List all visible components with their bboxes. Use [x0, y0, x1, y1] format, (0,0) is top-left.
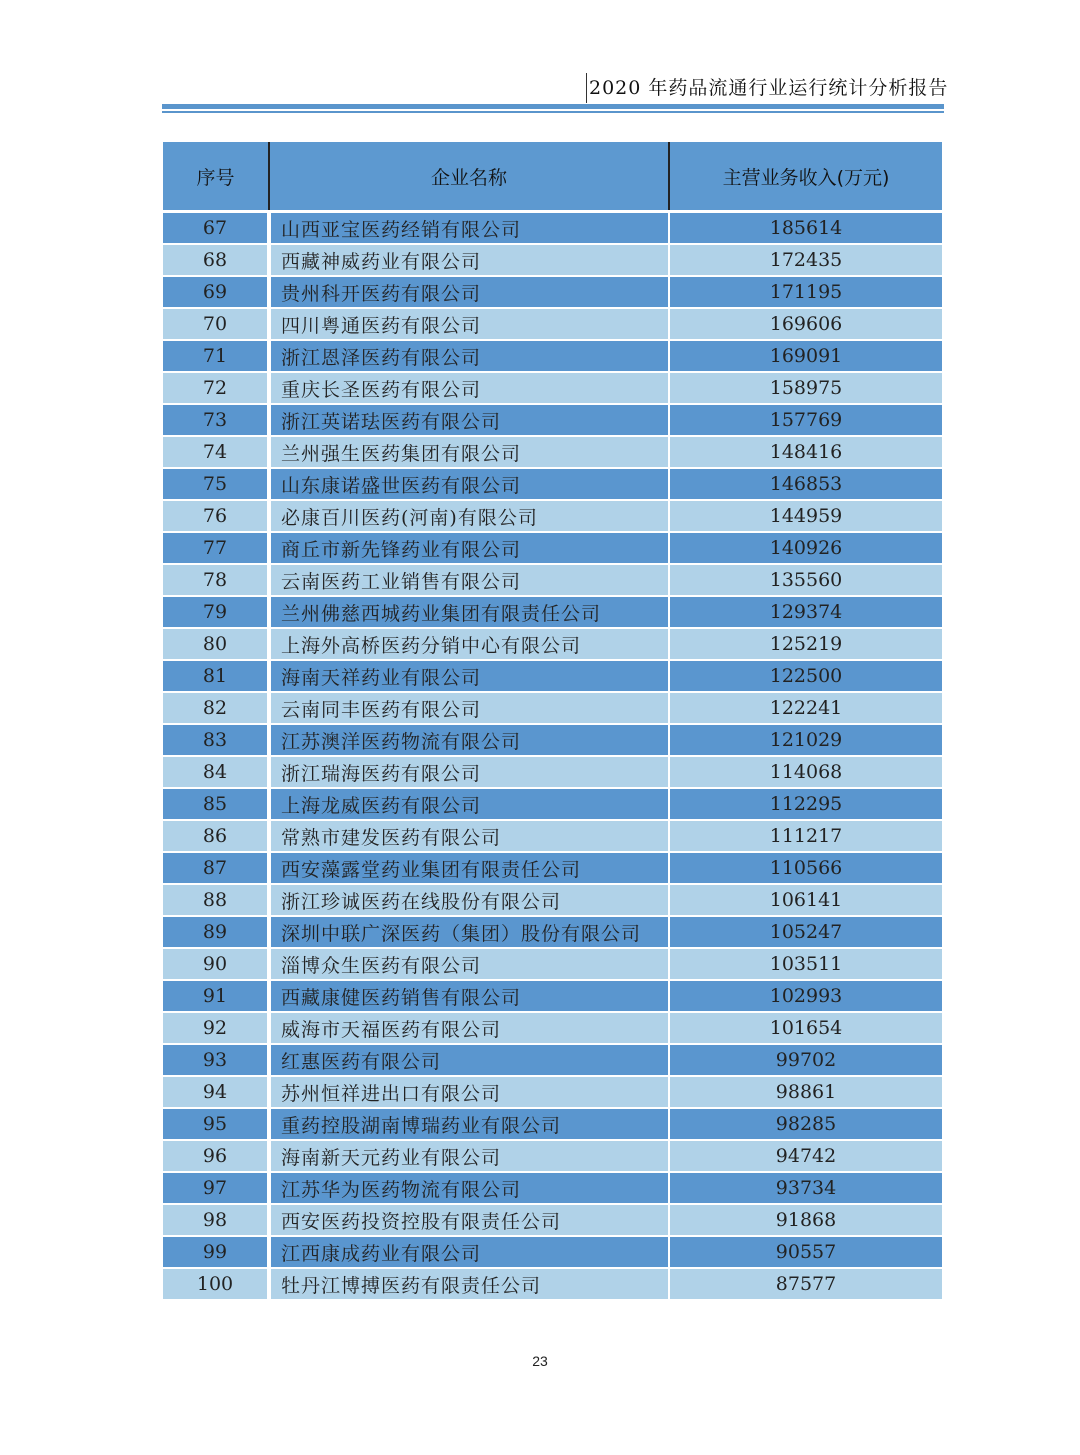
- revenue-value: 93734: [669, 1172, 942, 1204]
- revenue-value: 98285: [669, 1108, 942, 1140]
- row-number: 75: [163, 468, 269, 500]
- company-name: 西藏神威药业有限公司: [269, 244, 669, 276]
- company-name: 淄博众生医药有限公司: [269, 948, 669, 980]
- revenue-value: 112295: [669, 788, 942, 820]
- revenue-value: 172435: [669, 244, 942, 276]
- revenue-value: 94742: [669, 1140, 942, 1172]
- revenue-table: [163, 142, 942, 1301]
- table-header-row: [163, 142, 942, 212]
- revenue-value: 144959: [669, 500, 942, 532]
- row-number: 98: [163, 1204, 269, 1236]
- revenue-value: 91868: [669, 1204, 942, 1236]
- row-number: 99: [163, 1236, 269, 1268]
- table-body: [163, 212, 942, 1301]
- table-row: [163, 980, 942, 1012]
- row-number: 69: [163, 276, 269, 308]
- row-number: 90: [163, 948, 269, 980]
- table-row: [163, 1044, 942, 1076]
- row-number: 92: [163, 1012, 269, 1044]
- table-row: [163, 756, 942, 788]
- table-row: [163, 1108, 942, 1140]
- row-number: 74: [163, 436, 269, 468]
- table-row: [163, 1140, 942, 1172]
- company-name: 深圳中联广深医药（集团）股份有限公司: [269, 916, 669, 948]
- table-row: [163, 1076, 942, 1108]
- row-number: 86: [163, 820, 269, 852]
- company-name: 兰州强生医药集团有限公司: [269, 436, 669, 468]
- row-number: 91: [163, 980, 269, 1012]
- page-number: 23: [532, 1353, 548, 1369]
- company-name: 海南新天元药业有限公司: [269, 1140, 669, 1172]
- row-number: 67: [163, 212, 269, 245]
- company-name: 红惠医药有限公司: [269, 1044, 669, 1076]
- company-name: 西藏康健医药销售有限公司: [269, 980, 669, 1012]
- company-name: 江苏澳洋医药物流有限公司: [269, 724, 669, 756]
- revenue-value: 185614: [669, 212, 942, 245]
- revenue-value: 90557: [669, 1236, 942, 1268]
- table-row: [163, 1268, 942, 1300]
- row-number: 70: [163, 308, 269, 340]
- revenue-value: 171195: [669, 276, 942, 308]
- table-row: [163, 244, 942, 276]
- table-row: [163, 916, 942, 948]
- column-header-number: 序号: [163, 142, 269, 212]
- company-name: 江西康成药业有限公司: [269, 1236, 669, 1268]
- company-name: 山东康诺盛世医药有限公司: [269, 468, 669, 500]
- company-name: 云南医药工业销售有限公司: [269, 564, 669, 596]
- header-rule-thin: [162, 111, 944, 113]
- row-number: 93: [163, 1044, 269, 1076]
- revenue-value: 114068: [669, 756, 942, 788]
- revenue-value: 102993: [669, 980, 942, 1012]
- table-row: [163, 500, 942, 532]
- table-row: [163, 820, 942, 852]
- row-number: 72: [163, 372, 269, 404]
- row-number: 83: [163, 724, 269, 756]
- table-row: [163, 212, 942, 245]
- revenue-value: 146853: [669, 468, 942, 500]
- company-name: 浙江瑞海医药有限公司: [269, 756, 669, 788]
- company-name: 西安医药投资控股有限责任公司: [269, 1204, 669, 1236]
- row-number: 100: [163, 1268, 269, 1300]
- company-name: 西安藻露堂药业集团有限责任公司: [269, 852, 669, 884]
- company-name: 牡丹江博搏医药有限责任公司: [269, 1268, 669, 1300]
- table-row: [163, 1172, 942, 1204]
- table-row: [163, 340, 942, 372]
- company-name: 云南同丰医药有限公司: [269, 692, 669, 724]
- row-number: 89: [163, 916, 269, 948]
- company-name: 重庆长圣医药有限公司: [269, 372, 669, 404]
- table-row: [163, 372, 942, 404]
- row-number: 87: [163, 852, 269, 884]
- table-row: [163, 692, 942, 724]
- row-number: 85: [163, 788, 269, 820]
- table-row: [163, 308, 942, 340]
- revenue-value: 122500: [669, 660, 942, 692]
- column-header-company: 企业名称: [269, 142, 669, 212]
- company-name: 上海外高桥医药分销中心有限公司: [269, 628, 669, 660]
- row-number: 78: [163, 564, 269, 596]
- company-name: 江苏华为医药物流有限公司: [269, 1172, 669, 1204]
- table-row: [163, 948, 942, 980]
- row-number: 82: [163, 692, 269, 724]
- company-name: 海南天祥药业有限公司: [269, 660, 669, 692]
- company-name: 山西亚宝医药经销有限公司: [269, 212, 669, 245]
- company-name: 商丘市新先锋药业有限公司: [269, 532, 669, 564]
- table-row: [163, 1012, 942, 1044]
- company-name: 必康百川医药(河南)有限公司: [269, 500, 669, 532]
- table-row: [163, 436, 942, 468]
- company-name: 浙江恩泽医药有限公司: [269, 340, 669, 372]
- table-row: [163, 1204, 942, 1236]
- row-number: 79: [163, 596, 269, 628]
- row-number: 84: [163, 756, 269, 788]
- column-header-revenue: 主营业务收入(万元): [669, 142, 942, 212]
- row-number: 77: [163, 532, 269, 564]
- revenue-value: 135560: [669, 564, 942, 596]
- revenue-value: 129374: [669, 596, 942, 628]
- table-row: [163, 404, 942, 436]
- row-number: 76: [163, 500, 269, 532]
- revenue-value: 99702: [669, 1044, 942, 1076]
- revenue-value: 158975: [669, 372, 942, 404]
- company-name: 威海市天福医药有限公司: [269, 1012, 669, 1044]
- header-rule: [162, 104, 944, 109]
- revenue-value: 105247: [669, 916, 942, 948]
- revenue-value: 111217: [669, 820, 942, 852]
- revenue-value: 110566: [669, 852, 942, 884]
- revenue-value: 98861: [669, 1076, 942, 1108]
- table-row: [163, 532, 942, 564]
- company-name: 浙江英诺珐医药有限公司: [269, 404, 669, 436]
- revenue-value: 121029: [669, 724, 942, 756]
- revenue-value: 122241: [669, 692, 942, 724]
- row-number: 97: [163, 1172, 269, 1204]
- table-row: [163, 660, 942, 692]
- row-number: 96: [163, 1140, 269, 1172]
- revenue-value: 148416: [669, 436, 942, 468]
- table-row: [163, 852, 942, 884]
- row-number: 95: [163, 1108, 269, 1140]
- row-number: 71: [163, 340, 269, 372]
- revenue-value: 169091: [669, 340, 942, 372]
- table-row: [163, 564, 942, 596]
- revenue-value: 103511: [669, 948, 942, 980]
- company-name: 浙江珍诚医药在线股份有限公司: [269, 884, 669, 916]
- row-number: 94: [163, 1076, 269, 1108]
- revenue-value: 106141: [669, 884, 942, 916]
- revenue-value: 140926: [669, 532, 942, 564]
- table-row: [163, 596, 942, 628]
- table-row: [163, 468, 942, 500]
- row-number: 81: [163, 660, 269, 692]
- table-row: [163, 628, 942, 660]
- company-name: 上海龙威医药有限公司: [269, 788, 669, 820]
- company-name: 重药控股湖南博瑞药业有限公司: [269, 1108, 669, 1140]
- revenue-value: 101654: [669, 1012, 942, 1044]
- table-row: [163, 788, 942, 820]
- table-row: [163, 724, 942, 756]
- company-name: 四川粤通医药有限公司: [269, 308, 669, 340]
- report-title: 2020 年药品流通行业运行统计分析报告: [586, 73, 944, 103]
- row-number: 68: [163, 244, 269, 276]
- table-row: [163, 1236, 942, 1268]
- revenue-value: 87577: [669, 1268, 942, 1300]
- company-name: 常熟市建发医药有限公司: [269, 820, 669, 852]
- revenue-value: 169606: [669, 308, 942, 340]
- row-number: 88: [163, 884, 269, 916]
- row-number: 80: [163, 628, 269, 660]
- company-name: 苏州恒祥进出口有限公司: [269, 1076, 669, 1108]
- revenue-value: 157769: [669, 404, 942, 436]
- table-row: [163, 884, 942, 916]
- table-row: [163, 276, 942, 308]
- company-name: 兰州佛慈西城药业集团有限责任公司: [269, 596, 669, 628]
- company-name: 贵州科开医药有限公司: [269, 276, 669, 308]
- row-number: 73: [163, 404, 269, 436]
- revenue-value: 125219: [669, 628, 942, 660]
